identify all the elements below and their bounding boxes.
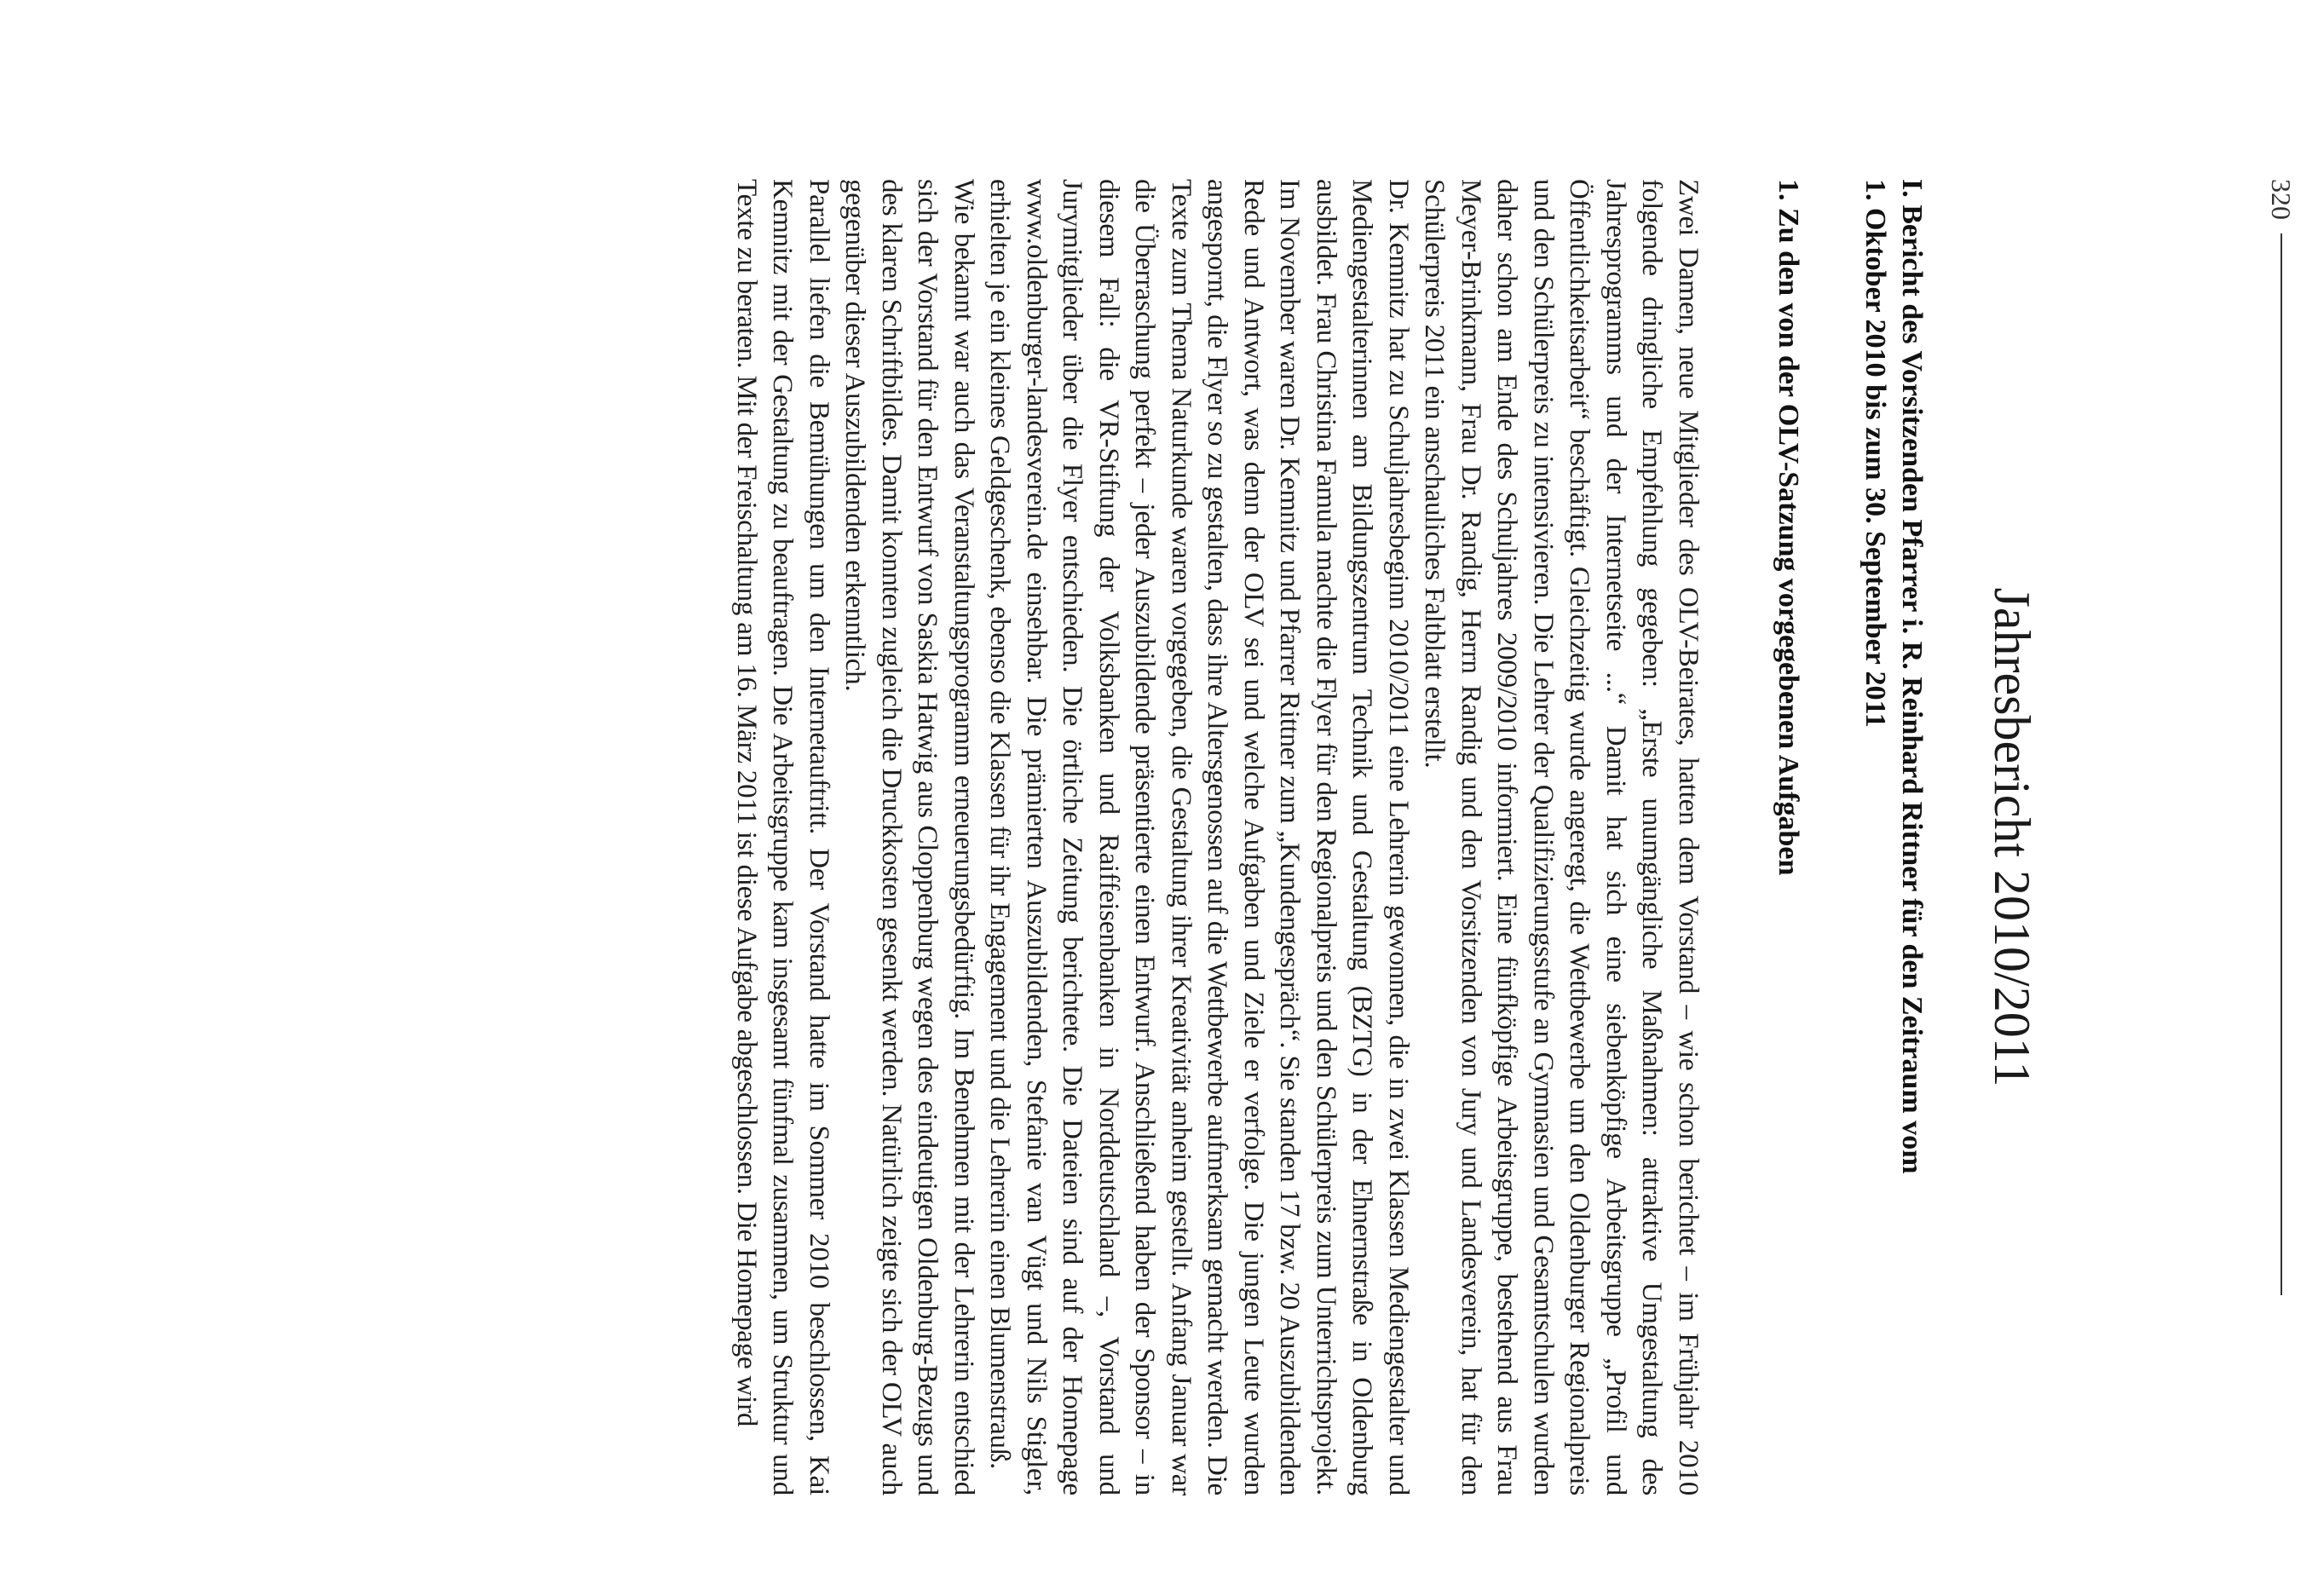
page-title: Jahresbericht 2010/2011 xyxy=(1984,587,2040,1087)
page-header xyxy=(2266,179,2297,1295)
body-text xyxy=(729,179,1707,1495)
paragraph-2: Dr. Kemnitz hat zu Schuljahresbeginn 2010/2011 eine Lehrerin gewonnen, die in zwei Klassen Mediengestalter und Mediengestalterinnen am Bildungszentrum Technik und Gestaltung (BZTG) in der Ehnernstraße in Oldenburg ausbildet. Frau Christina Famula machte die Flyer für den Regionalpreis und den Schülerpreis zum Unterrichtsprojekt. Im November waren Dr. Kemnitz und Pfarrer Rittner zum „Kundengespräch“. Sie standen 17 bzw. 20 Auszubildenden Rede und Antwort, was denn der OLV sei und welche Aufgaben und Ziele er verfolge. Die jungen Leute wurden angespornt, die Flyer so zu gestalten, dass ihre Altersgenossen auf die Wettbewerbe aufmerksam gemacht werden. Die Texte zum Thema Naturkunde waren vorgegeben, die Gestaltung ihrer Kreativität anheim gestellt. Anfang Januar war die Überraschung perfekt – jeder Auszubildende präsentierte einen Entwurf. Anschließend haben der Sponsor – in diesem Fall: die VR-Stiftung der Volksbanken und Raiffeisenbanken in Norddeutschland –, Vorstand und Jurymitglieder über die Flyer entschieden. Die örtliche Zeitung berichtete. Die Dateien sind auf der Homepage www.oldenburger-landesverein.de einsehbar. Die prämierten Auszubildenden, Stefanie van Vügt und Nils Stigler, erhielten je ein kleines Geldgeschenk, ebenso die Klassen für ihr Engagement und die Lehrerin einen Blumenstrauß. xyxy=(984,179,1414,1495)
paragraph-4: Parallel liefen die Bemühungen um den Internetauftritt. Der Vorstand hatte im Sommer 2010 beschlossen, Kai Kemnitz mit der Gestaltung zu beauftragen. Die Arbeitsgruppe kam insgesamt fünfmal zusammen, um Struktur und Texte zu beraten. Mit der Freischaltung am 16. März 2011 ist diese Aufgabe abgeschlossen. Die Homepage wird xyxy=(731,179,834,1495)
page-number: 320 xyxy=(2266,179,2297,220)
header-rule xyxy=(2281,233,2282,1295)
paragraph-3: Wie bekannt war auch das Veranstaltungsprogramm erneuerungsbedürftig. Im Benehmen mit der Lehrerin entschied sich der Vorstand für den Entwurf von Saskia Hatwig aus Cloppenburg wegen des eindeutigen Oldenburg-Bezugs und des klaren Schriftbildes. Damit konnten zugleich die Druckkosten gesenkt werden. Natürlich zeigte sich der OLV auch gegenüber dieser Auszubildenden erkenntlich. xyxy=(839,179,979,1495)
report-heading-line-1: I. Bericht des Vorsitzenden Pfarrer i. R. Reinhard Rittner für den Zeitraum vom xyxy=(1896,179,1928,1174)
report-heading xyxy=(1857,179,1930,1495)
section-heading: 1. Zu den von der OLV-Satzung vorgegebenen Aufgaben xyxy=(1773,179,1804,876)
paragraph-1: Zwei Damen, neue Mitglieder des OLV-Beirates, hatten dem Vorstand – wie schon berichtet – im Frühjahr 2010 folgende dringliche Empfehlung gegeben: „Erste unumgängliche Maßnahmen: attraktive Umgestaltung des Jahresprogramms und der Internetseite ...“ Damit hat sich eine siebenköpfige Arbeitsgruppe „Profil und Öffentlichkeitsarbeit“ beschäftigt. Gleichzeitig wurde angeregt, die Wettbewerbe um den Oldenburger Regionalpreis und den Schülerpreis zu intensivieren. Die Lehrer der Qualifizierungsstufe an Gymnasien und Gesamtschulen wurden daher schon am Ende des Schuljahres 2009/2010 informiert. Eine fünfköpfige Arbeitsgruppe, bestehend aus Frau Meyer-Brinkmann, Frau Dr. Randig, Herrn Randig und den Vorsitzenden von Jury und Landesverein, hat für den Schülerpreis 2011 ein anschauliches Faltblatt erstellt. xyxy=(1419,179,1704,1495)
report-heading-line-2: 1. Oktober 2010 bis zum 30. September 2011 xyxy=(1860,179,1891,728)
